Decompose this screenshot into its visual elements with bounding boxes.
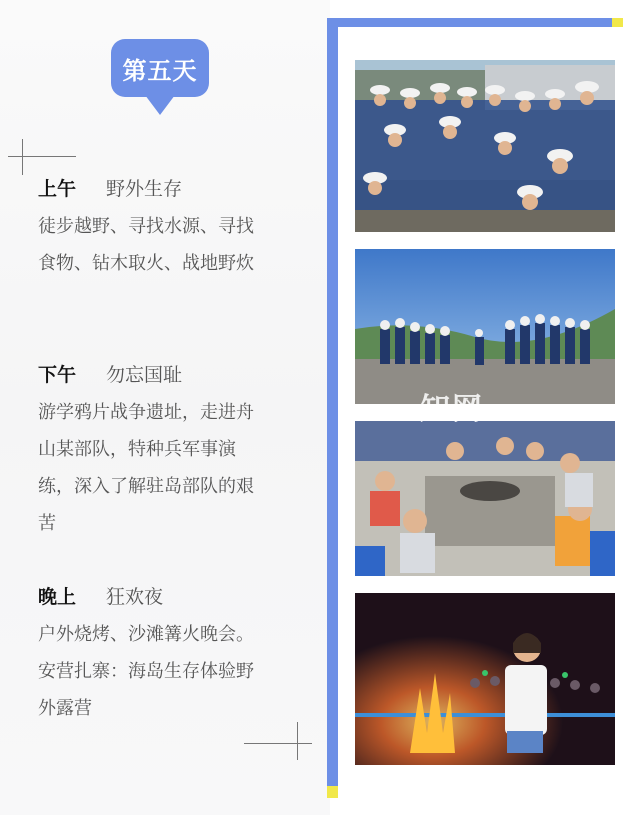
schedule-afternoon-line: 山某部队，特种兵军事演	[38, 439, 236, 460]
schedule-morning	[38, 174, 293, 282]
schedule-afternoon-line: 苦	[38, 513, 56, 534]
schedule-afternoon-line: 练，深入了解驻岛部队的艰	[38, 476, 254, 497]
photo-bonfire-night	[355, 593, 615, 765]
photo-kids-cooking	[355, 421, 615, 576]
schedule-morning-line: 徒步越野、寻找水源、寻找	[38, 216, 254, 237]
schedule-evening-line: 户外烧烤、沙滩篝火晚会。	[38, 624, 254, 645]
schedule-morning-body	[38, 208, 293, 282]
crosshair-v-bottom	[297, 722, 298, 760]
schedule-afternoon-topic: 勿忘国耻	[106, 364, 183, 386]
schedule-afternoon-line: 游学鸦片战争遗址，走进舟	[38, 402, 254, 423]
schedule-morning-topic: 野外生存	[106, 178, 183, 200]
schedule-afternoon-header	[38, 360, 293, 390]
schedule-morning-label: 上午	[38, 178, 77, 200]
crosshair-v-top	[22, 139, 23, 175]
photo-kids-group-camo	[355, 60, 615, 232]
frame-left-bar	[327, 18, 338, 798]
day-badge-label: 第五天	[122, 56, 198, 85]
schedule-afternoon-body	[38, 394, 293, 542]
schedule-evening-topic: 狂欢夜	[106, 586, 164, 608]
schedule-afternoon-label: 下午	[38, 364, 77, 386]
frame-top-bar	[327, 18, 623, 27]
frame-corner-accent-top	[612, 18, 623, 27]
day-badge-pointer	[145, 95, 175, 115]
schedule-afternoon	[38, 360, 293, 542]
schedule-evening-header	[38, 582, 293, 612]
schedule-evening-line: 外露营	[38, 698, 92, 719]
frame-corner-accent-bottom	[327, 786, 338, 798]
day-badge	[111, 39, 209, 97]
schedule-evening-label: 晚上	[38, 586, 77, 608]
schedule-morning-header	[38, 174, 293, 204]
schedule-morning-line: 食物、钻木取火、战地野炊	[38, 253, 254, 274]
schedule-evening-body	[38, 616, 293, 727]
schedule-evening	[38, 582, 293, 727]
crosshair-h-top	[8, 156, 76, 157]
watermark-text: 知网	[420, 392, 484, 427]
schedule-evening-line: 安营扎寨：海岛生存体验野	[38, 661, 254, 682]
photo-kids-lineup	[355, 249, 615, 404]
crosshair-h-bottom	[244, 743, 312, 744]
